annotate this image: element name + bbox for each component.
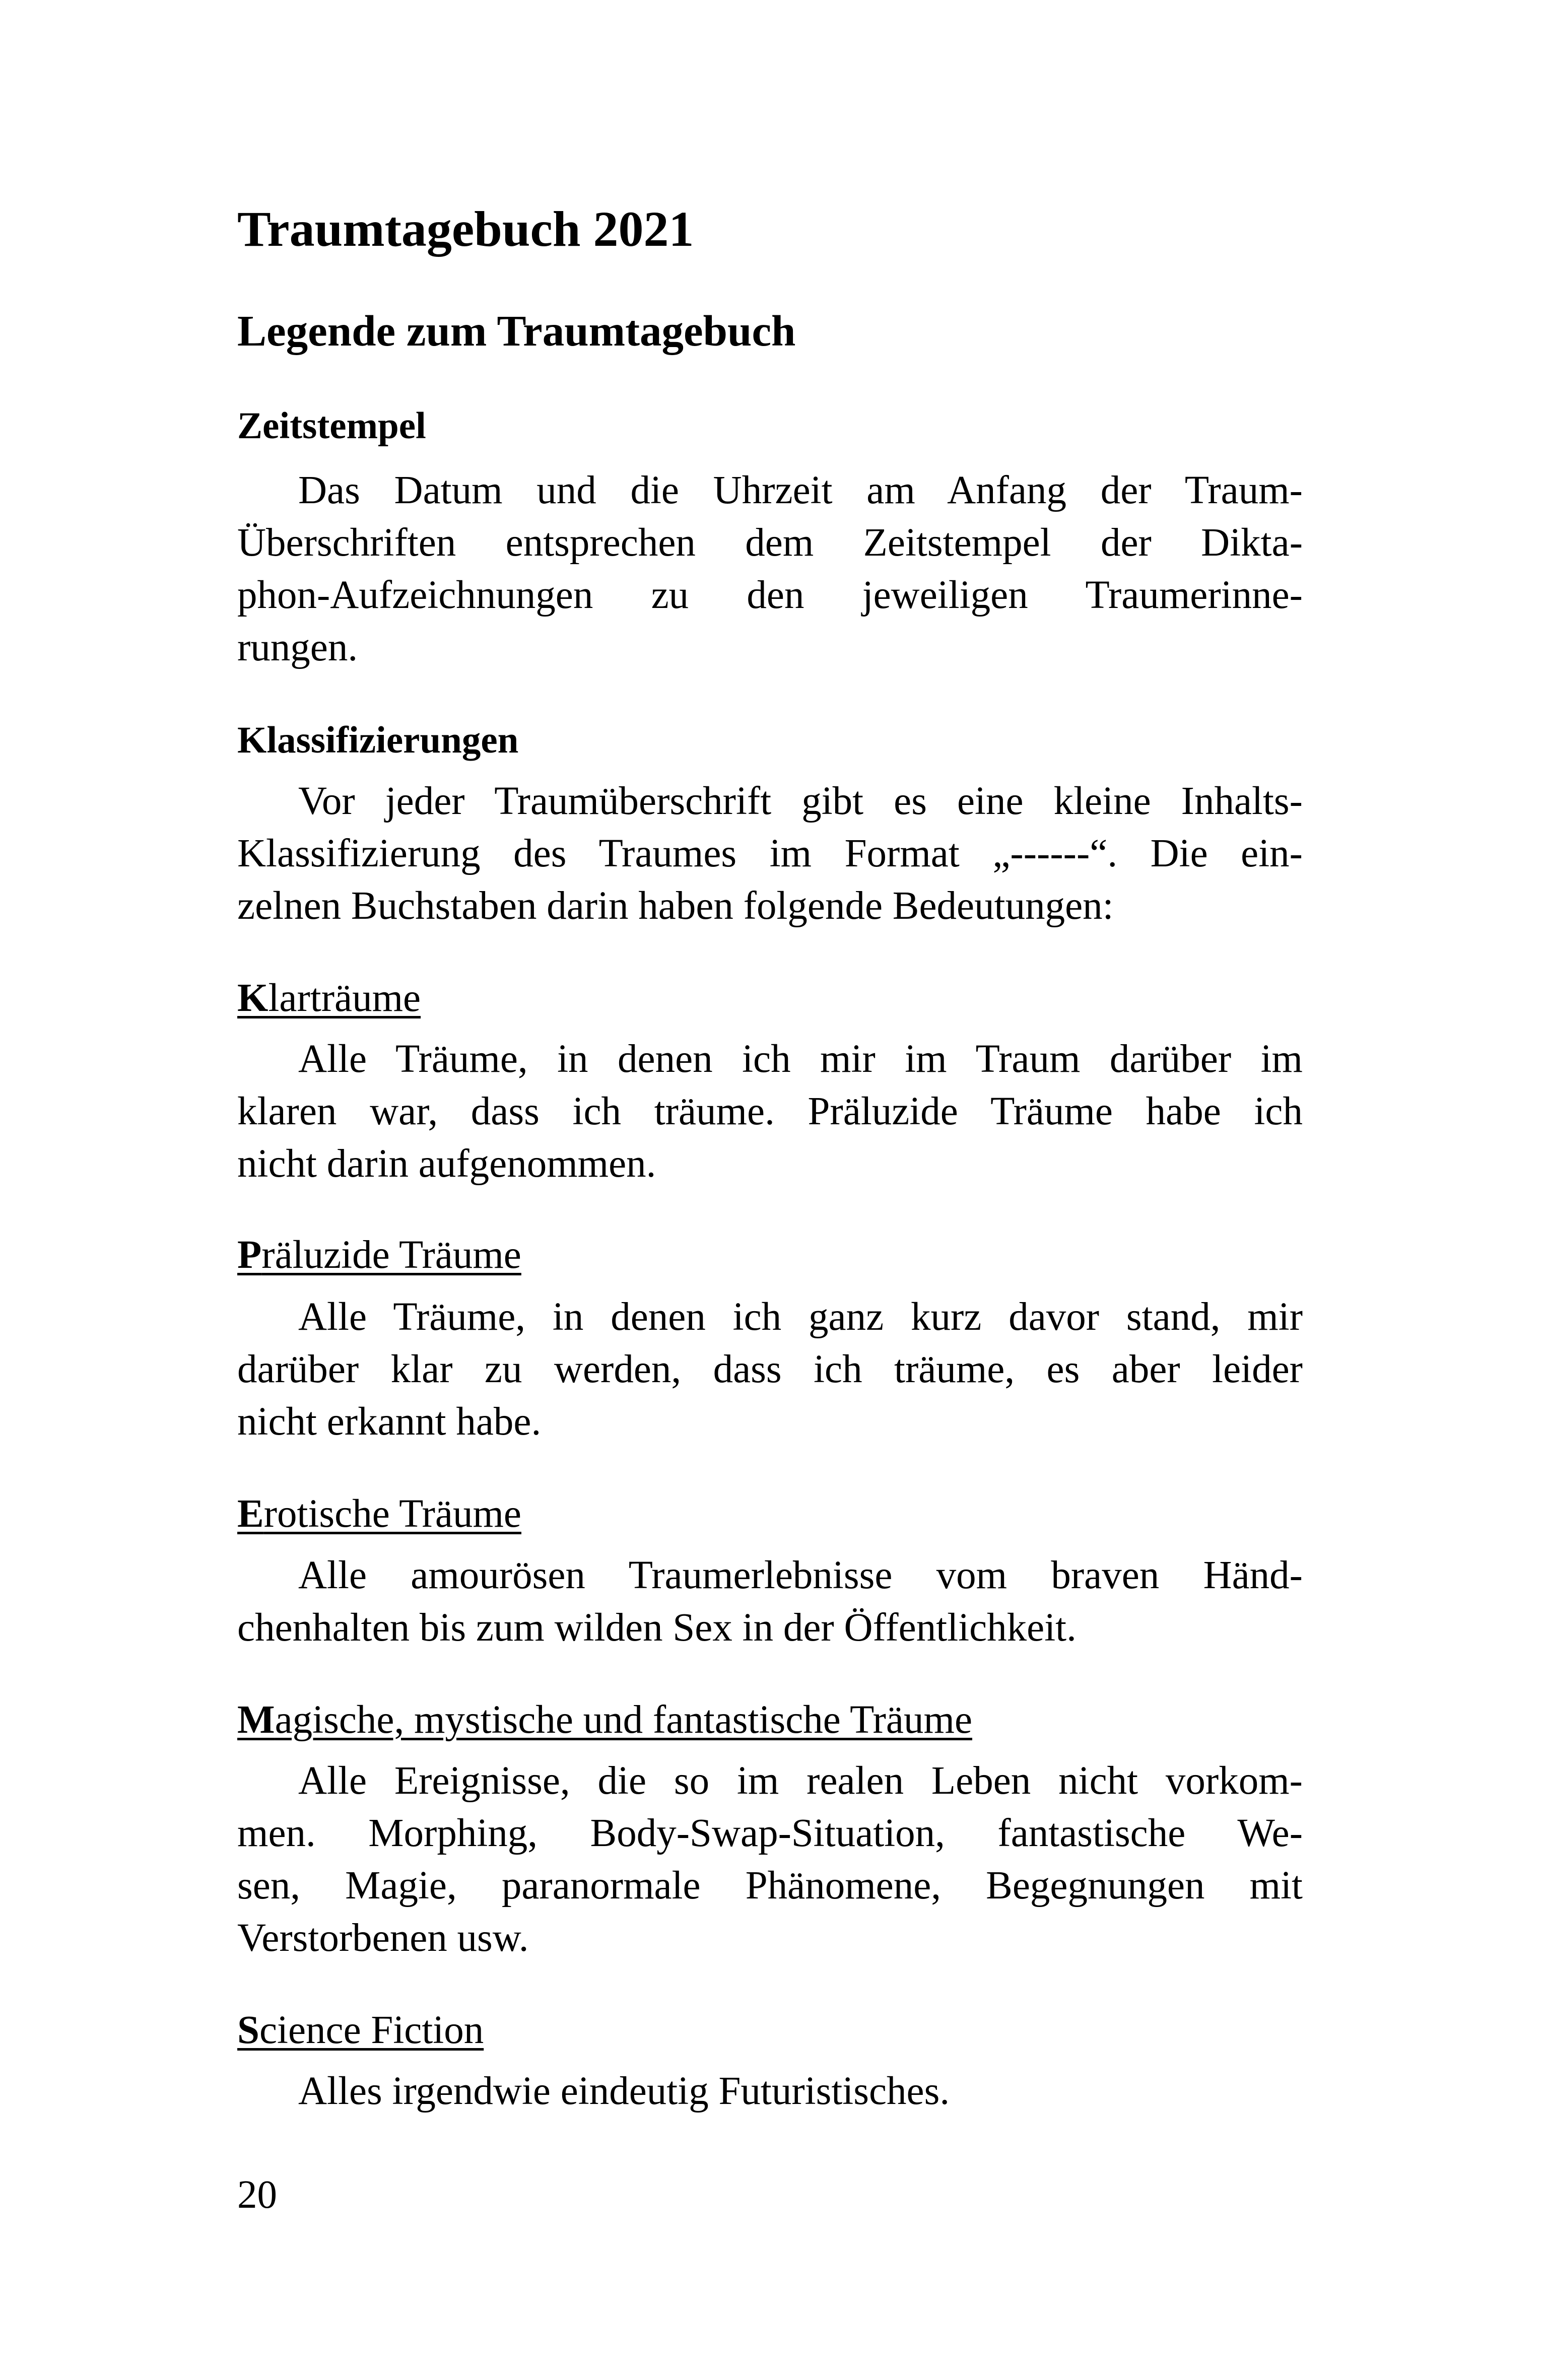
category-heading-praeluzide-traeume: [237, 1235, 521, 1275]
paragraph-line: Alle amourösen Traumerlebnisse vom braven Händ-: [298, 1553, 1303, 1597]
paragraph-line: Alle Ereignisse, die so im realen Leben nicht vorkom-: [298, 1759, 1303, 1803]
legend-title: Legende zum Traumtagebuch: [237, 306, 796, 355]
category-initial: K: [237, 976, 268, 1020]
section-heading-klassifizierungen: Klassifizierungen: [237, 719, 519, 761]
category-heading-klartraeume: [237, 978, 421, 1018]
paragraph-zeitstempel: [237, 464, 1303, 674]
category-heading-erotische-traeume: [237, 1494, 521, 1534]
paragraph-line: Verstorbenen usw.: [237, 1916, 529, 1960]
paragraph-line: sen, Magie, paranormale Phänomene, Begegnungen mit: [237, 1864, 1303, 1908]
paragraph-line: chenhalten bis zum wilden Sex in der Öffentlichkeit.: [237, 1606, 1077, 1650]
paragraph-line: Alle Träume, in denen ich ganz kurz davor stand, mir: [298, 1295, 1303, 1339]
category-label: rotische Träume: [263, 1492, 521, 1536]
paragraph-line: klaren war, dass ich träume. Präluzide Träume habe ich: [237, 1090, 1303, 1133]
paragraph-line: Klassifizierung des Traumes im Format „------“. Die ein-: [237, 832, 1303, 875]
category-label: agische, mystische und fantastische Träume: [275, 1698, 973, 1742]
category-initial: S: [237, 2008, 259, 2052]
paragraph-line: phon-Aufzeichnungen zu den jeweiligen Traumerinne-: [237, 573, 1303, 617]
category-label: larträume: [268, 976, 421, 1020]
paragraph-line: nicht darin aufgenommen.: [237, 1142, 656, 1186]
category-label: räluzide Träume: [261, 1233, 521, 1277]
paragraph-line: Alle Träume, in denen ich mir im Traum darüber im: [298, 1037, 1303, 1081]
paragraph-line: darüber klar zu werden, dass ich träume, es aber leider: [237, 1347, 1303, 1391]
paragraph-line: nicht erkannt habe.: [237, 1400, 542, 1444]
paragraph-erotische-traeume: [237, 1549, 1303, 1654]
paragraph-science-fiction: [237, 2065, 1303, 2118]
category-initial: M: [237, 1698, 275, 1742]
paragraph-praeluzide-traeume: [237, 1291, 1303, 1448]
paragraph-klassifizierungen: [237, 775, 1303, 932]
paragraph-line: zelnen Buchstaben darin haben folgende Bedeutungen:: [237, 884, 1114, 928]
paragraph-line: men. Morphing, Body-Swap-Situation, fantastische We-: [237, 1811, 1303, 1855]
paragraph-line: Überschriften entsprechen dem Zeitstempel der Dikta-: [237, 521, 1303, 565]
paragraph-line: rungen.: [237, 626, 358, 669]
category-heading-magische-traeume: [237, 1700, 972, 1740]
paragraph-magische-traeume: [237, 1755, 1303, 1964]
paragraph-line: Alles irgendwie eindeutig Futuristisches.: [298, 2069, 950, 2113]
page-number: 20: [237, 2173, 277, 2217]
paragraph-line: Das Datum und die Uhrzeit am Anfang der Traum-: [298, 468, 1303, 512]
category-heading-science-fiction: [237, 2010, 484, 2050]
paragraph-klartraeume: [237, 1033, 1303, 1190]
category-label: cience Fiction: [259, 2008, 484, 2052]
category-initial: P: [237, 1233, 262, 1277]
paragraph-line: Vor jeder Traumüberschrift gibt es eine kleine Inhalts-: [298, 779, 1303, 823]
category-initial: E: [237, 1492, 264, 1536]
book-page: [237, 0, 1303, 2380]
chapter-title: Traumtagebuch 2021: [237, 201, 694, 257]
section-heading-zeitstempel: Zeitstempel: [237, 405, 426, 447]
